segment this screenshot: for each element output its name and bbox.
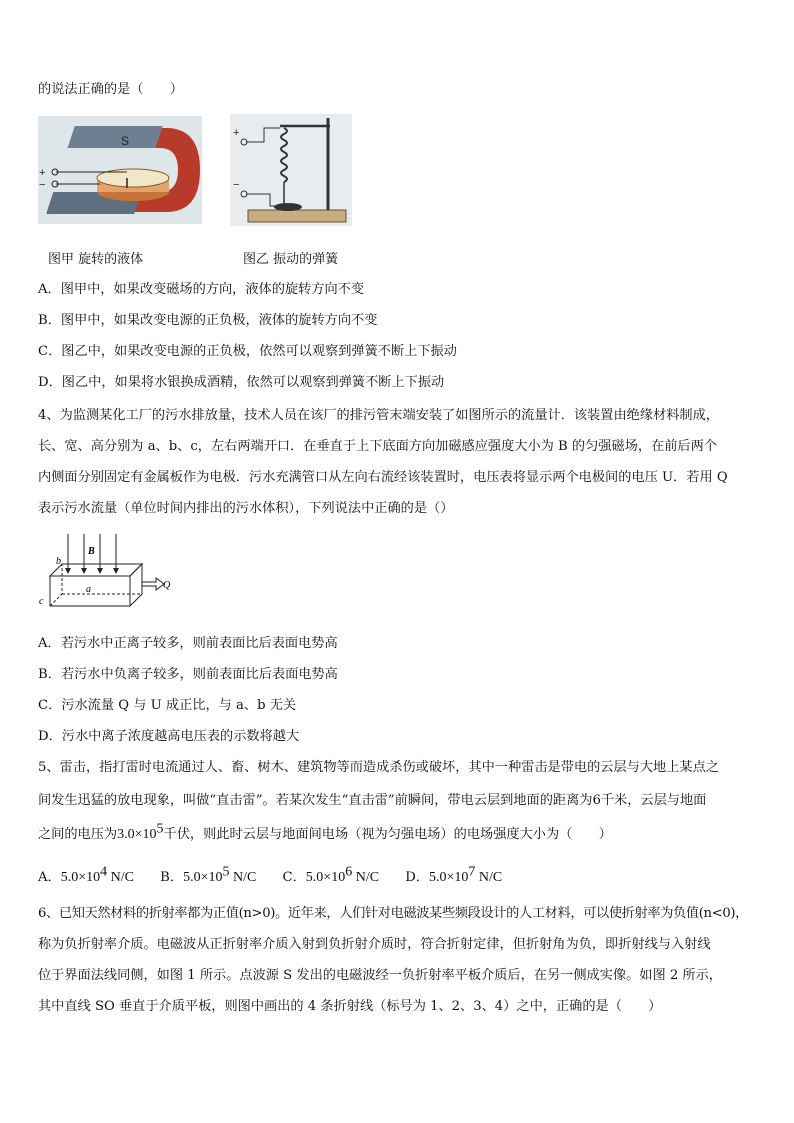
q6-stem-line-4: 其中直线 SO 垂直于介质平板，则图中画出的 4 条折射线（标号为 1、2、3、4）之中，正确的是（ ）: [38, 999, 662, 1014]
q4-option-a: A．若污水中正离子较多，则前表面比后表面电势高: [38, 636, 338, 651]
q3-option-b: B．图甲中，如果改变电源的正负极，液体的旋转方向不变: [38, 313, 378, 328]
q4-option-c: C．污水流量 Q 与 U 成正比，与 a、b 无关: [38, 698, 297, 713]
terminal-plus-label: +: [39, 167, 46, 179]
q3-option-c: C．图乙中，如果改变电源的正负极，依然可以观察到弹簧不断上下振动: [38, 344, 457, 359]
q5-voltage-mantissa: 3.0×10: [117, 827, 157, 842]
q4-option-b: B．若污水中负离子较多，则前表面比后表面电势高: [38, 667, 338, 682]
q5-stem-line-1: 5、雷击，指打雷时电流通过人、畜、树木、建筑物等而造成杀伤或破坏，其中一种雷击是带电的云层与大地上某点之: [38, 760, 719, 775]
q5-line3-pre: 之间的电压为: [38, 827, 118, 842]
terminal-minus-label: −: [233, 179, 240, 191]
label-a: a: [86, 584, 91, 595]
label-B: B: [88, 546, 95, 557]
q5-choice-c: C．$5.0\times 10^6$ N/C: [282, 864, 380, 885]
terminal-minus-label: −: [39, 179, 46, 191]
q3-option-d: D．图乙中，如果将水银换成酒精，依然可以观察到弹簧不断上下振动: [38, 375, 445, 390]
label-b: b: [56, 556, 61, 567]
q3-option-a: A．图甲中，如果改变磁场的方向，液体的旋转方向不变: [38, 282, 365, 297]
flowmeter-figure: [38, 532, 170, 610]
q6-stem-line-1: 6、已知天然材料的折射率都为正值(n>0)。近年来，人们针对电磁波某些频段设计的人工材料，可以使折射率为负值(n<0)，: [38, 906, 749, 921]
figure-yi-vibrating-spring: [230, 114, 352, 226]
figure-jia-rotating-liquid: [38, 116, 202, 224]
q4-stem-line-4: 表示污水流量（单位时间内排出的污水体积），下列说法中正确的是（）: [38, 501, 454, 516]
q6-stem-line-2: 称为负折射率介质。电磁波从正折射率介质入射到负折射介质时，符合折射定律，但折射角为负，即折射线与入射线: [38, 937, 711, 952]
q5-choice-b: B．$5.0\times 10^5$ N/C: [160, 864, 257, 885]
q5-choices: [38, 864, 524, 887]
q5-stem-line-3: [38, 821, 760, 844]
q4-stem-line-3: 内侧面分别固定有金属板作为电极．污水充满管口从左向右流经该装置时，电压表将显示两个电极间的电压 U．若用 Q: [38, 470, 728, 485]
q4-stem-line-1: 4、为监测某化工厂的污水排放量，技术人员在该厂的排污管末端安装了如图所示的流量计．该装置由绝缘材料制成，: [38, 408, 719, 423]
q4-option-d: D．污水中离子浓度越高电压表的示数将越大: [38, 729, 300, 744]
figure-jia-caption: 图甲 旋转的液体: [48, 252, 144, 267]
q5-stem-line-2: 间发生迅猛的放电现象，叫做“直击雷”。若某次发生“直击雷”前瞬间，带电云层到地面的距离为6千米，云层与地面: [38, 793, 707, 808]
magnet-pole-label: S: [121, 134, 130, 148]
question-3-stem-tail: 的说法正确的是（ ）: [38, 82, 184, 97]
label-c: c: [39, 596, 44, 607]
q5-choice-a: A．$5.0\times 10^4$ N/C: [38, 864, 134, 885]
q6-stem-line-3: 位于界面法线同侧，如图 1 所示。点波源 S 发出的电磁波经一负折射率平板介质后，在另一侧成实像。如图 2 所示，: [38, 968, 722, 983]
figure-yi-caption: 图乙 振动的弹簧: [243, 252, 339, 267]
terminal-plus-label: +: [233, 127, 240, 139]
q5-line3-post: 千伏，则此时云层与地面间电场（视为匀强电场）的电场强度大小为（ ）: [163, 827, 612, 842]
q4-stem-line-2: 长、宽、高分别为 a、b、c，左右两端开口．在垂直于上下底面方向加磁感应强度大小为 B 的匀强磁场，在前后两个: [38, 439, 717, 454]
q5-voltage-exponent: 5: [156, 821, 164, 837]
q5-choice-d: D．$5.0\times 10^7$ N/C: [405, 864, 503, 885]
label-Q: Q: [163, 580, 170, 591]
